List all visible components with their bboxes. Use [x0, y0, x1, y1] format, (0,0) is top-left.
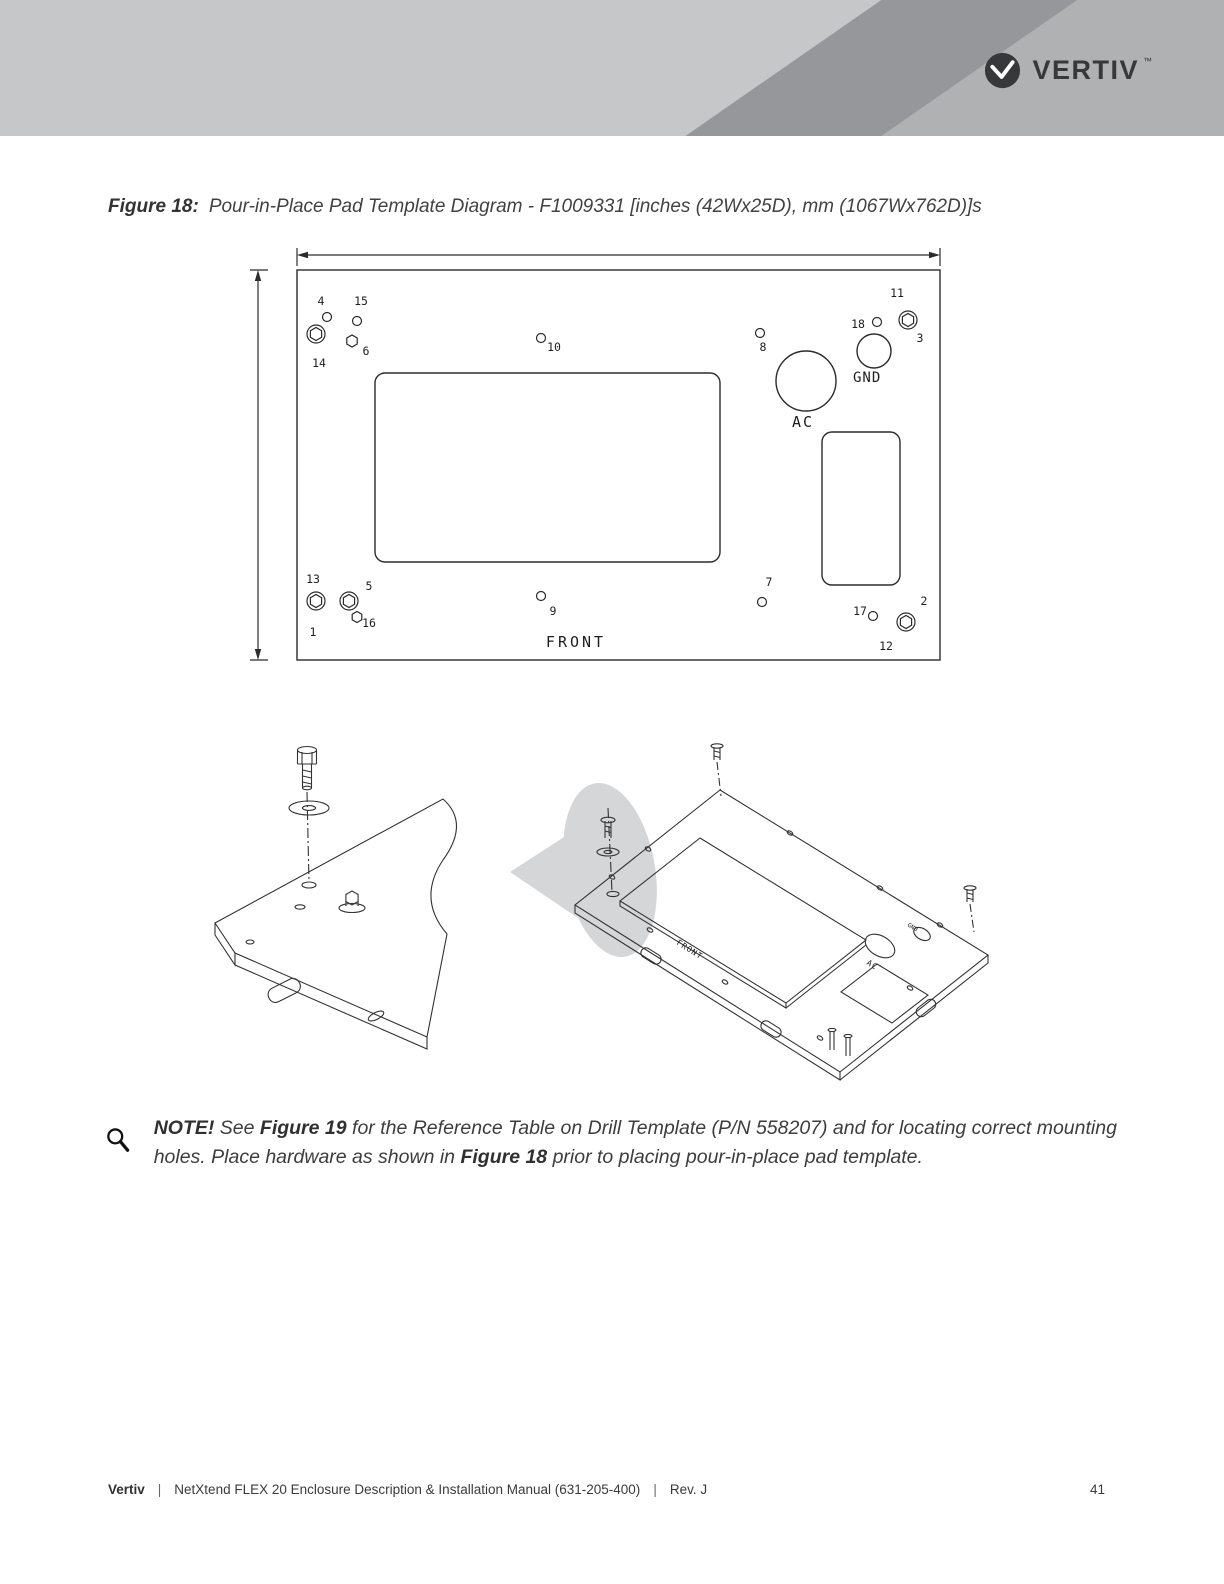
right-cutout — [822, 432, 900, 585]
installed-bolt — [339, 891, 365, 913]
hex-nut — [352, 612, 362, 623]
template-outline — [297, 270, 940, 660]
footer-separator: | — [157, 1482, 162, 1497]
bottom-corner-bolts — [828, 1028, 852, 1056]
hole-number: 13 — [306, 572, 320, 586]
anchor-tab — [639, 946, 663, 966]
footer-manual-title: NetXtend FLEX 20 Enclosure Description & Installation Manual (631-205-400) — [174, 1482, 641, 1497]
anchor-bolt-hex — [343, 595, 354, 608]
front-label: FRONT — [545, 633, 607, 651]
ac-label-iso: AC — [864, 958, 880, 972]
figure-caption-text: Pour-in-Place Pad Template Diagram - F1009331 [inches (42Wx25D), mm (1067Wx762D)]s — [208, 196, 982, 217]
figure-18-reference: Figure 18 — [460, 1146, 548, 1169]
hole-number: 14 — [312, 356, 326, 370]
footer-separator: | — [653, 1482, 657, 1497]
oval-hole — [367, 1009, 385, 1023]
hole-number: 7 — [765, 575, 773, 589]
screw-right — [964, 886, 976, 932]
note-text — [154, 1114, 1120, 1173]
note-keyword: NOTE! — [153, 1117, 215, 1139]
hole-number: 18 — [851, 317, 865, 331]
hole-number: 16 — [362, 616, 376, 630]
washer-exploded — [289, 801, 329, 815]
anchor-bolt-hex — [900, 616, 911, 629]
corner-detail-drawing — [215, 747, 457, 1050]
note-block — [105, 1114, 1120, 1173]
hole-marker — [323, 313, 332, 322]
anchor-bolt-hex — [310, 328, 321, 341]
bolt-hole — [246, 940, 254, 944]
hole-number: 5 — [365, 579, 373, 593]
anchor-tab — [914, 997, 937, 1018]
anchor-bolt-hex — [310, 595, 321, 608]
vertiv-logo — [984, 52, 1152, 89]
footer-brand: Vertiv — [108, 1482, 145, 1497]
hex-bolt-exploded — [298, 747, 317, 790]
hole-number: 15 — [354, 294, 368, 308]
hole-number: 4 — [317, 294, 325, 308]
ac-label: AC — [792, 413, 815, 431]
screw-top — [711, 744, 723, 796]
center-cutout — [375, 373, 720, 562]
page-number: 41 — [1090, 1482, 1106, 1497]
hole-number: 2 — [920, 594, 928, 608]
vertiv-logo-text: VERTIV — [1032, 55, 1139, 85]
edge-hole — [817, 1035, 824, 1041]
bolt-hole — [302, 882, 316, 888]
gnd-hole — [857, 334, 891, 368]
figure-19-reference: Figure 19 — [259, 1117, 347, 1139]
figure-caption — [108, 196, 982, 218]
magnifier-icon — [105, 1114, 132, 1168]
ac-hole — [776, 351, 836, 411]
ac-hole-iso — [861, 929, 899, 962]
hole-number: 10 — [547, 340, 561, 354]
pad-template-diagram — [240, 240, 970, 680]
isometric-template-plate — [575, 744, 988, 1080]
footer-revision: Rev. J — [669, 1482, 708, 1497]
anchor-bolt-hex — [902, 314, 913, 327]
detail-callout-balloon — [510, 776, 670, 965]
note-segment: for the Reference Table on Drill Template (P/N 558207) and for locating correct mounting holes. Place hardware as shown in — [153, 1117, 1117, 1169]
hole-numbers — [306, 286, 927, 653]
hole-number: 1 — [309, 625, 317, 639]
hole-marker — [758, 598, 767, 607]
front-label-iso: FRONT — [674, 938, 705, 962]
hole-number: 17 — [853, 604, 867, 618]
hole-marker — [537, 334, 546, 343]
page-header-banner — [0, 0, 1224, 136]
hole-number: 8 — [759, 340, 767, 354]
isometric-assembly-diagram — [180, 720, 1020, 1100]
hole-marker — [537, 592, 546, 601]
plate-corner — [215, 799, 457, 1049]
note-segment: See — [214, 1117, 260, 1139]
trademark-symbol: ™ — [1143, 56, 1152, 66]
right-cutout-iso — [841, 964, 928, 1023]
hole-number: 3 — [916, 331, 924, 345]
hole-marker — [869, 612, 878, 621]
figure-label: Figure 18: — [108, 196, 199, 217]
footer-text — [108, 1482, 707, 1497]
hole-number: 12 — [879, 639, 893, 653]
dimension-lines — [250, 248, 940, 660]
gnd-label: GND — [853, 370, 882, 386]
hole-number: 11 — [890, 286, 904, 300]
hole-number: 9 — [549, 604, 557, 618]
bolt-hole — [295, 905, 305, 909]
vertiv-logo-icon — [984, 52, 1021, 89]
hole-marker — [353, 317, 362, 326]
hex-nut — [347, 335, 357, 347]
center-cutout-iso — [620, 838, 866, 1003]
template-border — [297, 270, 940, 660]
hole-marker — [756, 329, 765, 338]
edge-hole — [722, 979, 729, 985]
hole-marker — [873, 318, 882, 327]
gnd-label-iso: GND — [905, 921, 919, 934]
hole-number: 6 — [362, 344, 370, 358]
note-segment: prior to placing pour-in-place pad template. — [547, 1146, 923, 1169]
